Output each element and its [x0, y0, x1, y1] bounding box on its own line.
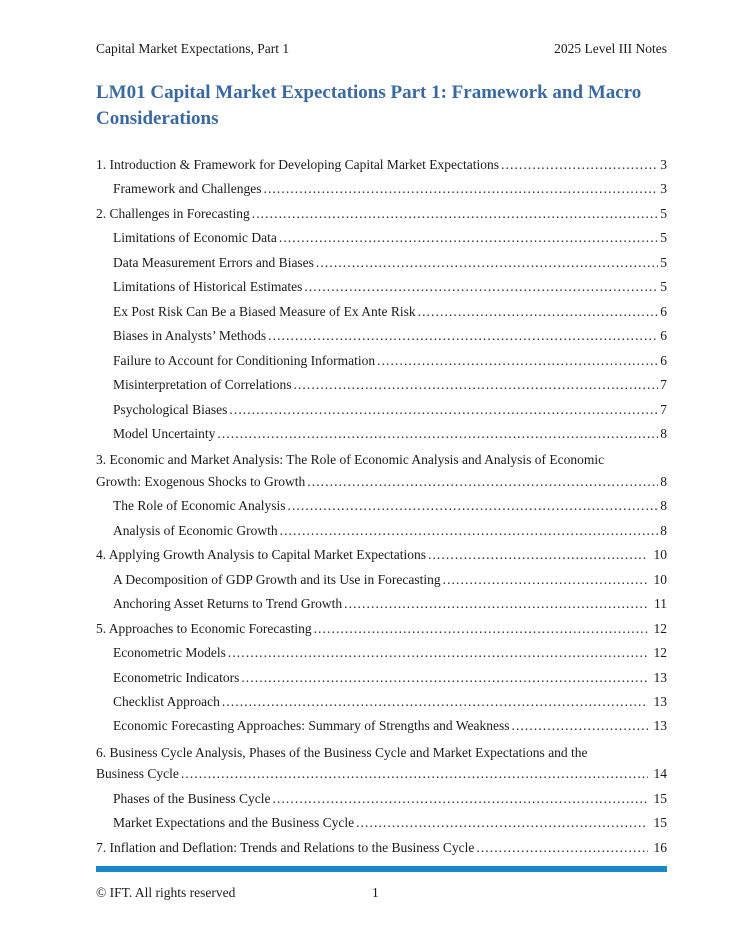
- toc-entry-text: Psychological Biases: [113, 401, 228, 417]
- toc-entry[interactable]: [96, 446, 667, 494]
- footer-copyright: © IFT. All rights reserved: [96, 885, 236, 900]
- toc-entry-text: Anchoring Asset Returns to Trend Growth: [113, 596, 343, 612]
- dot-leader: [474, 836, 647, 860]
- toc-entry[interactable]: [96, 349, 667, 373]
- toc-entry-text: Growth: Exogenous Shocks to Growth: [96, 473, 306, 489]
- toc-entry[interactable]: [96, 153, 667, 177]
- dot-leader: [314, 251, 658, 275]
- dot-leader: [215, 422, 658, 446]
- toc-page-number: 8: [660, 425, 667, 441]
- dot-leader: [285, 494, 658, 518]
- toc-entry[interactable]: [96, 398, 667, 422]
- toc-entry-text: Checklist Approach: [113, 694, 220, 710]
- toc-page-number: 7: [660, 401, 667, 417]
- toc-entry[interactable]: [96, 568, 667, 592]
- toc-entry[interactable]: [96, 275, 667, 299]
- toc-entry[interactable]: [96, 519, 667, 543]
- toc-page-number: 3: [660, 157, 667, 172]
- toc-page-number: 5: [660, 230, 667, 246]
- toc-entry-text: Business Cycle: [96, 766, 179, 782]
- dot-leader: [271, 787, 648, 811]
- dot-leader: [509, 714, 647, 738]
- toc-entry[interactable]: [96, 494, 667, 518]
- toc-page-number: 5: [660, 205, 667, 221]
- toc-page-number: 13: [653, 718, 667, 734]
- toc-entry-text: 7. Inflation and Deflation: Trends and Relations to the Business Cycle: [96, 839, 475, 855]
- toc-page-number: 5: [660, 254, 667, 270]
- dot-leader: [239, 666, 647, 690]
- toc-entry-text: 1. Introduction & Framework for Developing Capital Market Expectations: [96, 157, 500, 172]
- dot-leader: [261, 177, 658, 201]
- toc-page-number: 10: [653, 547, 667, 563]
- toc-page-number: 7: [660, 377, 667, 393]
- toc-page-number: 15: [653, 815, 667, 831]
- toc-page-number: 13: [653, 694, 667, 710]
- toc-entry-text: Market Expectations and the Business Cycle: [113, 815, 355, 831]
- dot-leader: [305, 470, 658, 494]
- toc-entry[interactable]: [96, 617, 667, 641]
- toc-entry[interactable]: [96, 690, 667, 714]
- toc-page-number: 5: [660, 279, 667, 295]
- dot-leader: [499, 153, 658, 177]
- dot-leader: [226, 641, 648, 665]
- footer-page-number: 1: [372, 885, 379, 900]
- page-title-line-2: Considerations: [96, 108, 219, 129]
- toc-entry-text: The Role of Economic Analysis: [113, 498, 286, 514]
- toc-entry[interactable]: [96, 422, 667, 446]
- toc-entry[interactable]: [96, 373, 667, 397]
- page-footer: [96, 884, 667, 904]
- toc-entry-text-line1: 3. Economic and Market Analysis: The Role of Economic Analysis and Analysis of Economic: [96, 452, 605, 468]
- toc-page-number: 8: [660, 498, 667, 514]
- page-header: [96, 40, 667, 57]
- toc-entry[interactable]: [96, 811, 667, 835]
- toc-entry-text: Framework and Challenges: [113, 181, 262, 197]
- toc-entry[interactable]: [96, 324, 667, 348]
- toc-entry-text: Biases in Analysts’ Methods: [113, 328, 267, 344]
- toc-entry-text: Failure to Account for Conditioning Information: [113, 352, 376, 368]
- dot-leader: [416, 300, 659, 324]
- toc-page-number: 16: [653, 839, 667, 855]
- toc-page-number: 8: [660, 473, 667, 489]
- toc-page-number: 12: [653, 620, 667, 636]
- toc-entry[interactable]: [96, 836, 667, 860]
- dot-leader: [291, 373, 658, 397]
- toc-entry-text: 2. Challenges in Forecasting: [96, 205, 250, 221]
- toc-entry[interactable]: [96, 251, 667, 275]
- toc-entry-text: Economic Forecasting Approaches: Summary of Strengths and Weakness: [113, 718, 510, 734]
- toc-entry[interactable]: [96, 177, 667, 201]
- toc-entry-text: 4. Applying Growth Analysis to Capital Market Expectations: [96, 547, 426, 563]
- dot-leader: [342, 592, 648, 616]
- toc-entry-text: Econometric Indicators: [113, 669, 240, 685]
- toc-entry[interactable]: [96, 592, 667, 616]
- toc-page-number: 12: [653, 645, 667, 661]
- footer-rule: [96, 866, 667, 872]
- dot-leader: [277, 226, 658, 250]
- toc-entry[interactable]: [96, 739, 667, 787]
- dot-leader: [227, 398, 658, 422]
- toc-entry-text: Econometric Models: [113, 645, 226, 661]
- toc-page-number: 6: [660, 352, 667, 368]
- dot-leader: [250, 202, 659, 226]
- dot-leader: [426, 543, 648, 567]
- toc-entry[interactable]: [96, 714, 667, 738]
- toc-entry-text: Model Uncertainty: [113, 425, 216, 441]
- dot-leader: [220, 690, 648, 714]
- page-title: [96, 80, 696, 132]
- toc-entry-text-line1: 6. Business Cycle Analysis, Phases of the Business Cycle and Market Expectations and the: [96, 744, 588, 760]
- toc-page-number: 13: [653, 669, 667, 685]
- toc-entry[interactable]: [96, 641, 667, 665]
- toc-entry-text: 5. Approaches to Economic Forecasting: [96, 620, 312, 636]
- page-title-line-1: LM01 Capital Market Expectations Part 1: Framework and Macro: [96, 82, 642, 103]
- dot-leader: [354, 811, 647, 835]
- dot-leader: [278, 519, 659, 543]
- dot-leader: [441, 568, 648, 592]
- toc-entry[interactable]: [96, 666, 667, 690]
- toc-page-number: 10: [653, 571, 667, 587]
- toc-entry-text: Data Measurement Errors and Biases: [113, 254, 314, 270]
- toc-page-number: 6: [660, 303, 667, 319]
- toc-entry-text: A Decomposition of GDP Growth and its Use in Forecasting: [113, 571, 441, 587]
- header-document-title: Capital Market Expectations, Part 1: [96, 41, 290, 56]
- toc-entry-text: Phases of the Business Cycle: [113, 790, 271, 806]
- dot-leader: [302, 275, 658, 299]
- toc-entry[interactable]: [96, 787, 667, 811]
- toc-entry-text: Ex Post Risk Can Be a Biased Measure of Ex Ante Risk: [113, 303, 416, 319]
- table-of-contents: [96, 153, 667, 860]
- dot-leader: [375, 349, 658, 373]
- toc-entry-text: Analysis of Economic Growth: [113, 522, 278, 538]
- dot-leader: [179, 762, 648, 786]
- dot-leader: [266, 324, 658, 348]
- toc-entry[interactable]: [96, 300, 667, 324]
- toc-page-number: 6: [660, 328, 667, 344]
- toc-entry[interactable]: [96, 543, 667, 567]
- toc-page-number: 15: [653, 790, 667, 806]
- toc-entry-text: Limitations of Economic Data: [113, 230, 277, 246]
- toc-page-number: 8: [660, 522, 667, 538]
- toc-entry[interactable]: [96, 202, 667, 226]
- toc-entry[interactable]: [96, 226, 667, 250]
- toc-entry-text: Misinterpretation of Correlations: [113, 377, 292, 393]
- dot-leader: [312, 617, 648, 641]
- toc-entry-text: Limitations of Historical Estimates: [113, 279, 303, 295]
- toc-page-number: 3: [660, 181, 667, 197]
- header-edition-label: 2025 Level III Notes: [554, 41, 667, 56]
- toc-page-number: 11: [654, 596, 667, 612]
- toc-page-number: 14: [653, 766, 667, 782]
